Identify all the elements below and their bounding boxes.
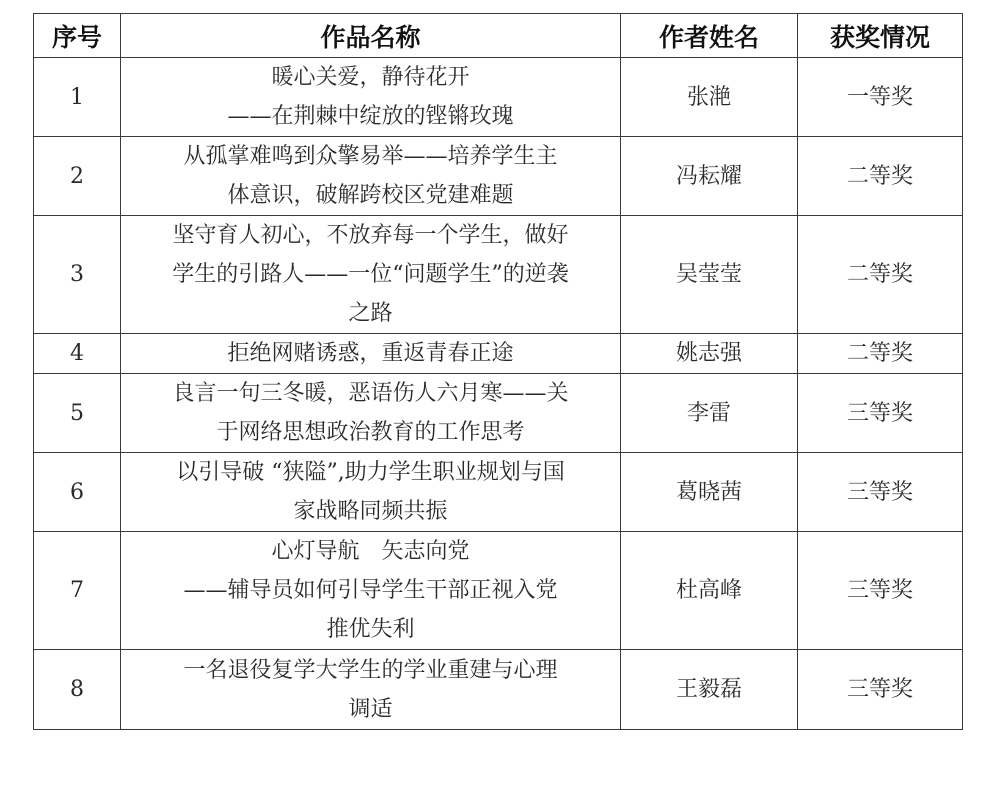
cell-author: 姚志强 <box>621 334 798 374</box>
cell-index: 2 <box>34 137 121 216</box>
cell-index: 3 <box>34 216 121 334</box>
table-row <box>34 374 963 453</box>
cell-author: 杜高峰 <box>621 532 798 650</box>
cell-author: 冯耘耀 <box>621 137 798 216</box>
cell-index: 6 <box>34 453 121 532</box>
cell-title <box>121 374 621 453</box>
title-line: 良言一句三冬暖，恶语伤人六月寒——关 <box>172 381 569 406</box>
cell-index: 5 <box>34 374 121 453</box>
header-row <box>34 14 963 58</box>
cell-award: 二等奖 <box>798 216 963 334</box>
title-line: 以引导破 “狭隘”,助力学生职业规划与国 <box>176 460 565 485</box>
cell-title <box>121 453 621 532</box>
cell-award: 三等奖 <box>798 453 963 532</box>
cell-title <box>121 58 621 137</box>
title-line: ——辅导员如何引导学生干部正视入党 <box>183 578 558 603</box>
title-line: 调适 <box>348 696 393 722</box>
header-award: 获奖情况 <box>798 14 963 58</box>
cell-index: 8 <box>34 650 121 730</box>
header-author: 作者姓名 <box>621 14 798 58</box>
cell-title <box>121 532 621 650</box>
cell-author: 李雷 <box>621 374 798 453</box>
cell-title <box>121 137 621 216</box>
title-line: 家战略同频共振 <box>293 499 448 524</box>
table-row <box>34 453 963 532</box>
title-line: 推优失利 <box>326 617 415 642</box>
cell-award: 二等奖 <box>798 334 963 374</box>
table-row <box>34 58 963 137</box>
title-line: 暖心关爱，静待花开 <box>271 65 470 90</box>
cell-award: 三等奖 <box>798 650 963 730</box>
cell-title <box>121 216 621 334</box>
cell-author: 张滟 <box>621 58 798 137</box>
cell-author: 吴莹莹 <box>621 216 798 334</box>
title-line: 拒绝网赌诱惑，重返青春正途 <box>227 341 514 366</box>
title-line: 体意识，破解跨校区党建难题 <box>227 183 514 208</box>
header-index: 序号 <box>34 14 121 58</box>
awards-table <box>33 13 963 730</box>
cell-title <box>121 650 621 730</box>
title-line: 心灯导航 矢志向党 <box>271 539 470 564</box>
cell-index: 1 <box>34 58 121 137</box>
cell-author: 王毅磊 <box>621 650 798 730</box>
title-line: 于网络思想政治教育的工作思考 <box>216 420 525 445</box>
table-row <box>34 334 963 374</box>
table-row <box>34 532 963 650</box>
title-line: 之路 <box>348 301 393 326</box>
cell-index: 4 <box>34 334 121 374</box>
table-row <box>34 137 963 216</box>
cell-title <box>121 334 621 374</box>
cell-index: 7 <box>34 532 121 650</box>
title-line: ——在荆棘中绽放的铿锵玫瑰 <box>227 104 514 129</box>
title-line: 从孤掌难鸣到众擎易举——培养学生主 <box>183 144 558 169</box>
title-line: 学生的引路人——一位“问题学生”的逆袭 <box>172 262 569 287</box>
cell-award: 三等奖 <box>798 374 963 453</box>
table-row <box>34 216 963 334</box>
title-line: 一名退役复学大学生的学业重建与心理 <box>183 657 558 683</box>
title-line: 坚守育人初心，不放弃每一个学生，做好 <box>172 223 569 248</box>
header-title: 作品名称 <box>121 14 621 58</box>
cell-award: 一等奖 <box>798 58 963 137</box>
cell-award: 二等奖 <box>798 137 963 216</box>
cell-award: 三等奖 <box>798 532 963 650</box>
cell-author: 葛晓茜 <box>621 453 798 532</box>
table-row <box>34 650 963 730</box>
